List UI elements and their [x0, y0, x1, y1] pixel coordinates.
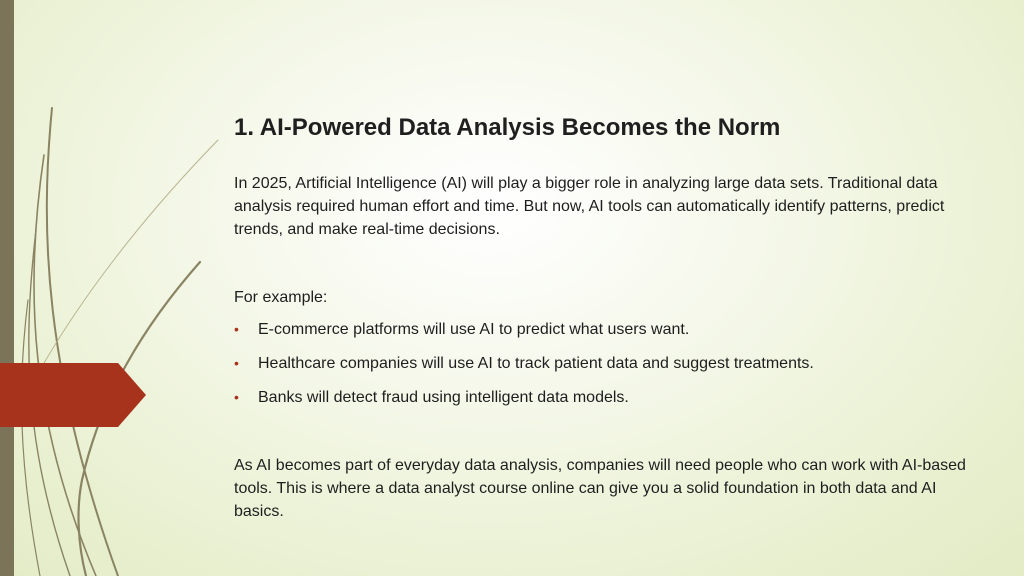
curve-6 [22, 300, 40, 576]
red-arrow-tab [0, 363, 146, 427]
bullet-icon: • [234, 355, 239, 371]
bullet-icon: • [234, 389, 239, 405]
bullet-text: Banks will detect fraud using intelligent data models. [258, 389, 629, 406]
curve-4 [40, 140, 218, 370]
list-item [234, 352, 974, 386]
list-item [234, 386, 974, 420]
bullet-list [234, 318, 974, 420]
example-label: For example: [234, 289, 328, 306]
slide-title: 1. AI-Powered Data Analysis Becomes the Norm [234, 114, 781, 141]
bullet-icon: • [234, 321, 239, 337]
list-item [234, 318, 974, 352]
bullet-text: E-commerce platforms will use AI to predict what users want. [258, 321, 690, 338]
bullet-text: Healthcare companies will use AI to track patient data and suggest treatments. [258, 355, 814, 372]
intro-paragraph: In 2025, Artificial Intelligence (AI) will play a bigger role in analyzing large data sets. Traditional data analysis required human effort and time. But now, AI tools can automatically identify patterns, predict trends, and make real-time decisions. [234, 175, 945, 238]
decorative-curves [0, 0, 260, 576]
conclusion-paragraph: As AI becomes part of everyday data analysis, companies will need people who can work with AI-based tools. This is where a data analyst course online can give you a solid foundation in both data and AI basics. [234, 457, 966, 520]
curve-1 [47, 108, 118, 576]
